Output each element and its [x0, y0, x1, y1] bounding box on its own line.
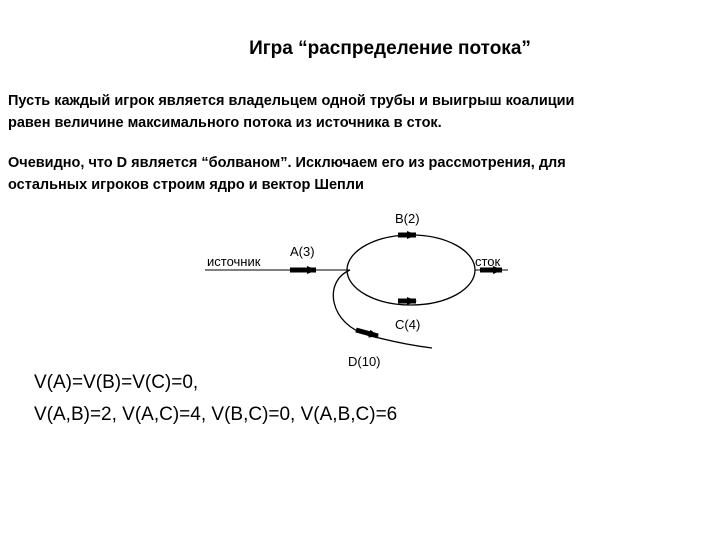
pipe-b-label: B(2) [395, 211, 420, 226]
pipe-c-label: C(4) [395, 317, 421, 332]
paragraph-line: Пусть каждый игрок является владельцем одной трубы и выигрыш коалиции [8, 93, 575, 109]
pipe-a-label: A(3) [290, 244, 315, 259]
slide-title: Игра “распределение потока” [249, 38, 531, 59]
coalition-values-pairs: V(A,B)=2, V(A,C)=4, V(B,C)=0, V(A,B,C)=6 [34, 404, 398, 425]
source-label: источник [207, 254, 261, 269]
pipes-b-c-ellipse [347, 235, 475, 305]
pipe-d-label: D(10) [348, 354, 381, 369]
paragraph-line: равен величине максимального потока из источника в сток. [8, 115, 442, 131]
paragraph-line: Очевидно, что D является “болваном”. Исключаем его из рассмотрения, для [8, 155, 566, 171]
sink-label: сток [475, 254, 501, 269]
coalition-values-singletons: V(A)=V(B)=V(C)=0, [34, 372, 199, 393]
pipe-d-curve [333, 270, 432, 348]
flow-arrow-d [356, 330, 378, 336]
paragraph-line: остальных игроков строим ядро и вектор Шепли [8, 177, 364, 193]
